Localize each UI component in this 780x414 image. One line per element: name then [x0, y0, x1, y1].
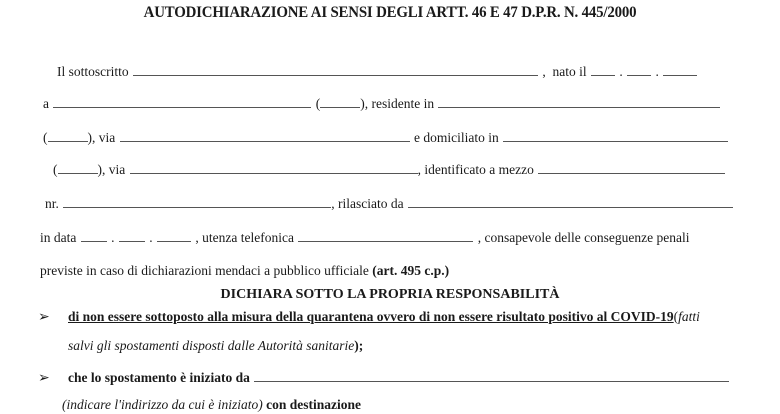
form-line-subscriber [57, 62, 698, 81]
dot: . [111, 230, 115, 245]
form-line-birthplace [43, 94, 721, 113]
residence-field[interactable] [438, 94, 720, 108]
form-line-domicile-street [53, 160, 726, 179]
departure-hint: (indicare l'indirizzo da cui è iniziato) [62, 397, 263, 412]
identification-label: , identificato a mezzo [417, 162, 534, 177]
subscriber-name-field[interactable] [133, 62, 538, 76]
phone-field[interactable] [298, 228, 473, 242]
awareness-text: , consapevole delle conseguenze penali [477, 230, 690, 245]
arrow-bullet-icon: ➢ [38, 310, 50, 325]
phone-label: , utenza telefonica [195, 230, 294, 245]
domicile-label: e domiciliato in [414, 130, 499, 145]
form-line-residence-street [43, 128, 729, 147]
paren: ( [43, 130, 48, 145]
form-line-document-number [45, 194, 734, 213]
birthplace-field[interactable] [53, 94, 311, 108]
declaration-quarantine [38, 308, 700, 327]
domicile-street-field[interactable] [130, 160, 418, 174]
dot: . [149, 230, 153, 245]
declaration-heading: DICHIARA SOTTO LA PROPRIA RESPONSABILITÀ [220, 287, 560, 302]
destination-label: con destinazione [266, 397, 362, 412]
street-label: ), via [97, 162, 126, 177]
issued-by-field[interactable] [408, 194, 733, 208]
penalties-text: previste in caso di dichiarazioni mendaci a pubblico ufficiale [40, 263, 369, 278]
issue-year-field[interactable] [157, 228, 191, 242]
identification-document-field[interactable] [538, 160, 725, 174]
birthplace-province-field[interactable] [320, 94, 360, 108]
comma: , [542, 64, 546, 79]
street-label: ), via [87, 130, 116, 145]
residence-street-field[interactable] [120, 128, 410, 142]
paren: ( [673, 309, 679, 324]
quarantine-statement: di non essere sottoposto alla misura della quarantena ovvero di non essere risultato positivo al COVID-19 [68, 309, 674, 324]
issued-by-label: , rilasciato da [331, 196, 404, 211]
birth-date-label: nato il [552, 64, 587, 79]
issue-date-label: in data [40, 230, 77, 245]
birth-month-field[interactable] [627, 62, 651, 76]
exception-text: fatti [678, 309, 700, 324]
document-number-label: nr. [45, 196, 59, 211]
departure-address-field[interactable] [254, 368, 729, 382]
form-line-penalties [40, 262, 449, 280]
departure-label: che lo spostamento è iniziato da [68, 370, 250, 385]
domicile-field[interactable] [503, 128, 728, 142]
declaration-quarantine-continuation [68, 337, 363, 355]
exception-text-continued: salvi gli spostamenti disposti dalle Autorità sanitarie [68, 338, 355, 353]
document-number-field[interactable] [63, 194, 331, 208]
issue-day-field[interactable] [81, 228, 107, 242]
paren: ( [315, 96, 321, 111]
document-title: AUTODICHIARAZIONE AI SENSI DEGLI ARTT. 46 E 47 D.P.R. N. 445/2000 [143, 4, 637, 21]
residence-province-field[interactable] [48, 128, 88, 142]
form-line-issue-date [40, 228, 689, 247]
birth-year-field[interactable] [663, 62, 697, 76]
declaration-departure-continuation [62, 396, 361, 414]
birth-day-field[interactable] [591, 62, 615, 76]
declaration-departure [38, 368, 730, 388]
residence-label: ), residente in [360, 96, 435, 111]
paren: ( [53, 162, 58, 177]
closing-punctuation: ); [354, 338, 364, 353]
arrow-bullet-icon: ➢ [38, 371, 50, 386]
dot: . [655, 64, 659, 79]
penal-code-reference: (art. 495 c.p.) [372, 263, 450, 278]
issue-month-field[interactable] [119, 228, 145, 242]
domicile-province-field[interactable] [58, 160, 98, 174]
subscriber-label: Il sottoscritto [57, 64, 129, 79]
dot: . [619, 64, 623, 79]
birthplace-label: a [43, 96, 49, 111]
